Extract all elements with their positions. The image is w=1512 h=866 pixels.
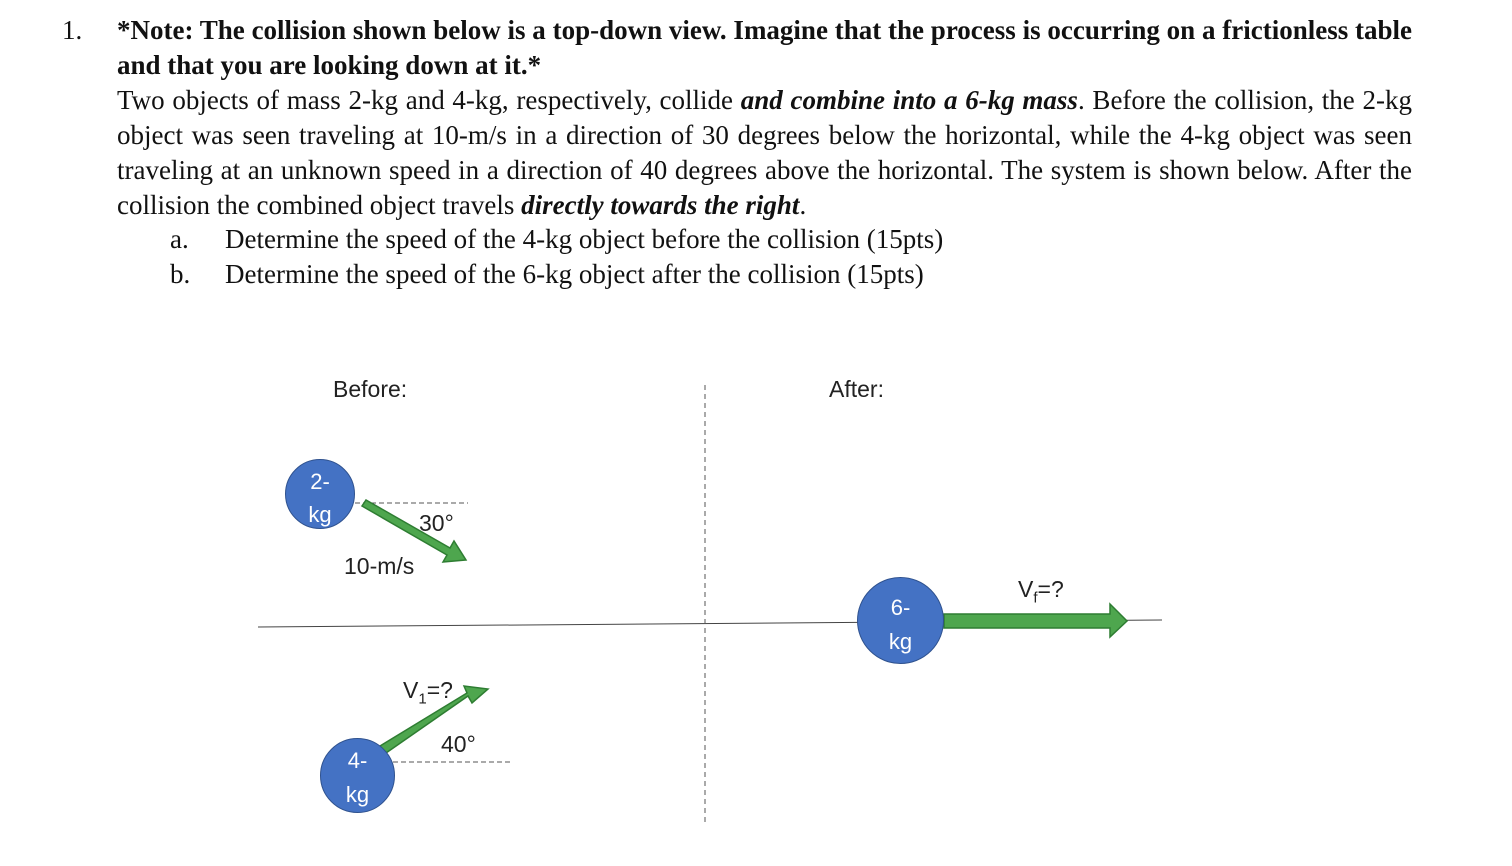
after-label: After: <box>829 376 884 402</box>
statement-part-1: Two objects of mass 2-kg and 4-kg, respectively, collide <box>117 85 741 115</box>
sub-question-letter: b. <box>170 259 191 289</box>
vf-subscript: f <box>1033 589 1038 607</box>
before-label: Before: <box>333 376 408 402</box>
speed-10-label: 10-m/s <box>344 553 415 579</box>
v1-subscript: 1 <box>418 690 427 708</box>
mass-2kg-ball <box>285 459 355 529</box>
ball-label-line2: kg <box>888 629 913 654</box>
ball-label-line2: kg <box>345 782 370 807</box>
statement-part-2: . Before the collision, the 2-kg object was seen traveling at 10-m/s in a direction of 30 degrees below the horizontal, while the 4-kg object was seen traveling at an unknown speed in a direction of 40 degrees above the horizontal. The system is shown below. After the collision the combined object travels <box>117 85 1413 220</box>
angle-30-label: 30° <box>419 510 454 536</box>
v1-main: V <box>403 677 419 703</box>
statement-emphasis-2: directly towards the right <box>521 190 800 220</box>
question-note: *Note: The collision shown below is a top-down view. Imagine that the process is occurring on a frictionless table and that you are looking down at it.* <box>117 15 1412 80</box>
velocity-arrow-6kg <box>944 604 1127 637</box>
statement-emphasis-1: and combine into a 6-kg mass <box>740 85 1078 115</box>
angle-40-label: 40° <box>441 731 476 757</box>
sub-question-text: Determine the speed of the 4-kg object before the collision (15pts) <box>225 224 944 254</box>
v1-rest: =? <box>426 677 453 703</box>
vf-main: V <box>1018 576 1034 602</box>
mass-4kg-ball <box>320 738 395 813</box>
sub-question-letter: a. <box>170 224 189 254</box>
ball-label-line1: 6- <box>890 595 911 620</box>
v1-label <box>403 677 453 708</box>
vf-rest: =? <box>1037 576 1064 602</box>
ball-label-line1: 2- <box>310 469 330 494</box>
ball-label-line2: kg <box>308 502 332 527</box>
mass-6kg-ball <box>857 577 944 664</box>
vf-label <box>1018 576 1064 607</box>
question-number: 1. <box>62 15 83 45</box>
sub-question-text: Determine the speed of the 6-kg object after the collision (15pts) <box>225 259 924 289</box>
statement-part-3: . <box>799 190 807 220</box>
ball-label-line1: 4- <box>347 748 368 773</box>
